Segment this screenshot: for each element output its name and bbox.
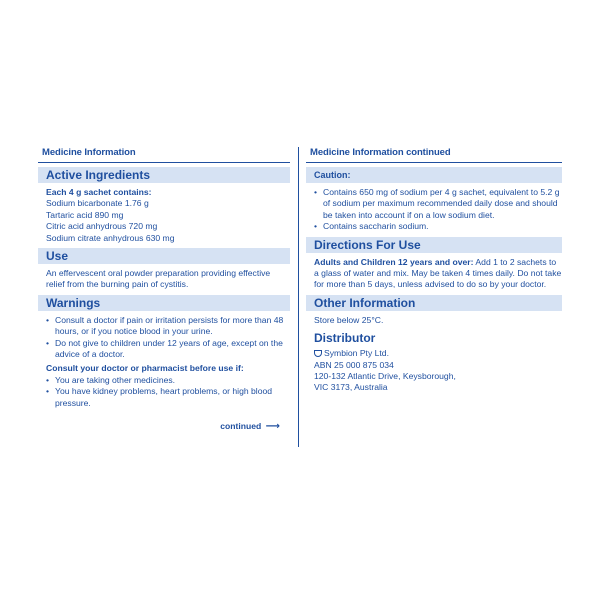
active-ingredients-heading: Active Ingredients — [38, 167, 290, 183]
warning-item: • Do not give to children under 12 years of age, except on the advice of a doctor. — [46, 338, 290, 361]
symbion-logo-icon — [314, 350, 322, 357]
directions-text — [306, 257, 562, 291]
arrow-right-icon: ⟶ — [265, 421, 280, 433]
caution-item: • Contains saccharin sodium. — [314, 221, 562, 232]
distributor-company-line — [314, 348, 562, 359]
distributor-address-line1: 120-132 Atlantic Drive, Keysborough, — [314, 371, 456, 382]
directions-heading: Directions For Use — [306, 237, 562, 253]
distributor-company: Symbion Pty Ltd. — [324, 348, 389, 359]
continued-label: continued — [220, 421, 262, 432]
directions-label: Adults and Children 12 years and over: — [314, 256, 474, 267]
use-text: An effervescent oral powder preparation providing effective relief from the burning pain of cystitis. — [46, 268, 271, 290]
column-divider — [298, 147, 299, 447]
ingredient-item: Citric acid anhydrous 720 mg — [46, 221, 158, 232]
ingredient-item: Tartaric acid 890 mg — [46, 209, 124, 220]
consult-item: • You are taking other medicines. — [46, 375, 290, 386]
other-information-heading: Other Information — [306, 295, 562, 311]
left-column — [38, 147, 290, 432]
warnings-list — [38, 315, 290, 361]
caution-item: • Contains 650 mg of sodium per 4 g sachet, equivalent to 5.2 g of sodium per maximum recommended daily dose and should be taken into account if on a low sodium diet. — [314, 187, 562, 221]
use-heading: Use — [38, 248, 290, 264]
distributor-abn: ABN 25 000 875 034 — [314, 359, 394, 370]
storage-text: Store below 25°C. — [314, 314, 384, 325]
consult-label: Consult your doctor or pharmacist before use if: — [46, 363, 244, 374]
distributor-details — [306, 348, 562, 394]
warnings-heading: Warnings — [38, 295, 290, 311]
left-column-header: Medicine Information — [38, 147, 290, 163]
warning-item: • Consult a doctor if pain or irritation persists for more than 48 hours, or if you notice blood in your urine. — [46, 315, 290, 338]
caution-heading: Caution: — [306, 167, 562, 183]
continued-indicator — [38, 421, 290, 432]
caution-list — [306, 187, 562, 233]
consult-list — [38, 375, 290, 409]
directions-body: Add 1 to 2 sachets to a glass of water and mix. May be taken 4 times daily. Do not take for more than 5 days, unless advised to do so by your doctor. — [314, 256, 562, 290]
distributor-address-line2: VIC 3173, Australia — [314, 382, 388, 393]
right-column — [306, 147, 562, 394]
active-ingredients-section — [38, 187, 290, 244]
consult-item: • You have kidney problems, heart problems, or high blood pressure. — [46, 386, 290, 409]
sachet-contains-label: Each 4 g sachet contains: — [46, 187, 152, 197]
distributor-heading: Distributor — [314, 331, 376, 346]
ingredient-item: Sodium bicarbonate 1.76 g — [46, 198, 149, 209]
right-column-header: Medicine Information continued — [306, 147, 562, 163]
ingredient-item: Sodium citrate anhydrous 630 mg — [46, 232, 175, 243]
